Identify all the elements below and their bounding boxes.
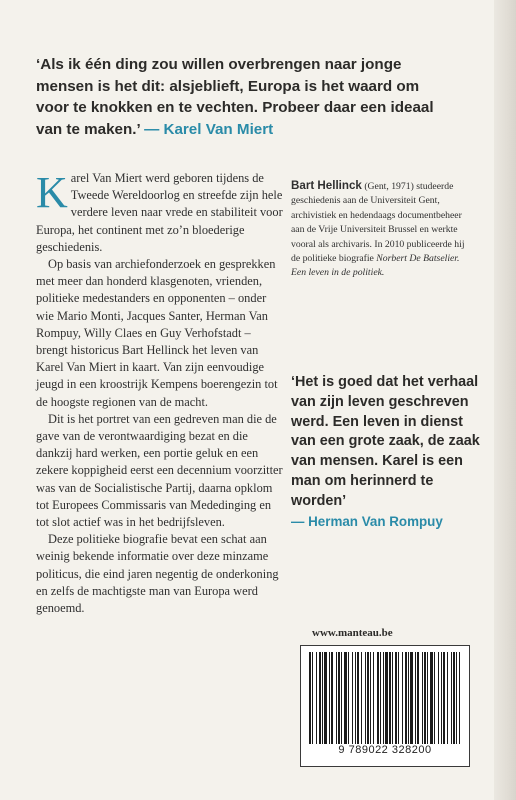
author-bio [291,179,465,281]
barcode-bar [344,652,347,744]
barcode-bar [427,652,428,744]
barcode-bar [357,652,359,744]
barcode-bar [383,652,384,744]
barcode-bar [395,652,397,744]
barcode-bar [410,652,413,744]
barcode-bar [338,652,340,744]
publisher-url: www.manteau.be [312,627,393,639]
featured-quote-author: — Karel Van Miert [144,120,274,138]
barcode-bar [322,652,323,744]
author-birth: (Gent, 1971) [364,181,414,192]
barcode-bar [385,652,388,744]
barcode-bar [370,652,371,744]
barcode-bar [447,652,448,744]
barcode-bar [438,652,439,744]
barcode-bar [355,652,356,744]
cover-spine-edge [494,0,516,800]
barcode-bar [367,652,369,744]
barcode-bar [331,652,333,744]
endorsement-quote [291,373,481,531]
barcode-bar [405,652,407,744]
author-name: Bart Hellinck [291,179,362,192]
blurb-paragraph-1: Karel Van Miert werd geboren tijdens de Tweede Wereldoorlog en streefde zijn hele verdere leven naar vrede en stabiliteit voor Europa, het continent met zo’n bloederige geschiedenis. [36,168,283,254]
barcode-bar [422,652,423,744]
barcode-bar [319,652,321,744]
barcode-bar [348,652,349,744]
author-previous-book: Norbert De Batselier. Een leven in de politiek. [291,253,460,279]
barcode-bar [430,652,433,744]
endorsement-quote-author: — Herman Van Rompuy [291,513,443,529]
barcode-bar [312,652,313,744]
barcode-bar [316,652,317,744]
endorsement-quote-text: ‘Het is goed dat het verhaal van zijn leven geschreven werd. Een leven in dienst van een grote zaak, de zaak van mensen. Karel is een man om herinnerd te worden’ [291,374,480,509]
barcode-bar [408,652,409,744]
barcode-bar [443,652,445,744]
barcode-bar [380,652,381,744]
barcode-bar [324,652,327,744]
barcode-bar [377,652,379,744]
barcode-bar [309,652,311,744]
barcode-bar [456,652,457,744]
drop-cap: K [36,168,68,217]
author-bio-text: studeerde geschiedenis aan de Universiteit Gent, archivistiek en hedendaags documentbeheer aan de Vrije Universiteit Brussel en werkte vooral als archivaris. In 2010 publiceerde hij de politieke biografie [291,181,465,265]
featured-quote-text: ‘Als ik één ding zou willen overbrengen naar jonge mensen is het dit: alsjeblieft, Europa is het waard om voor te knokken en te vechten. Probeer daar een ideaal van te maken.’ [36,56,434,138]
barcode-bar [434,652,435,744]
barcode-bar [352,652,353,744]
blurb-paragraph-2: Op basis van archiefonderzoek en gesprekken met meer dan honderd klasgenoten, vrienden, politieke medestanders en opponenten – onder wie Mario Monti, Jacques Santer, Herman Van Rompuy, Willy Claes en Guy Verhofstadt – brengt historicus Bart Hellinck het leven van Karel Van Miert in kaart. Van zijn eenvoudige jeugd in een kroostrijk Kempens boerengezin tot de hoogste regionen van de macht. [36,257,278,409]
blurb-paragraph-4: Deze politieke biografie bevat een schat aan weinig bekende informatie over deze minzame politicus, die eind jaren negentig de onderkoning en zelfs de machtigste man van Europa werd genoemd. [36,532,279,616]
featured-quote [36,54,456,140]
barcode-bar [365,652,366,744]
barcode-bar [453,652,455,744]
barcode-bar [392,652,393,744]
barcode-bar [336,652,337,744]
barcode-bar [459,652,460,744]
isbn-barcode [300,645,470,767]
isbn-number: 9 789022 328200 [301,744,469,756]
barcode-bar [329,652,330,744]
blurb-text [36,170,284,617]
barcode-bar [402,652,403,744]
barcode-bar [417,652,419,744]
barcode-bar [398,652,399,744]
barcode-bar [424,652,426,744]
barcode-bar [441,652,442,744]
barcode-bar [341,652,342,744]
barcode-bar [389,652,391,744]
blurb-paragraph-3: Dit is het portret van een gedreven man die de gave van de verontwaardiging bezat en die dankzij hard werken, een portie geluk en een zekere koppigheid eerst een decennium voorzitter was van de Socialistische Partij, daarna opklom tot Europees Commissaris van Mededinging en tot slot actief was in het bedrijfsleven. [36,411,283,530]
barcode-bar [451,652,452,744]
barcode-bar [373,652,374,744]
barcode-bar [361,652,362,744]
barcode-bar [415,652,416,744]
